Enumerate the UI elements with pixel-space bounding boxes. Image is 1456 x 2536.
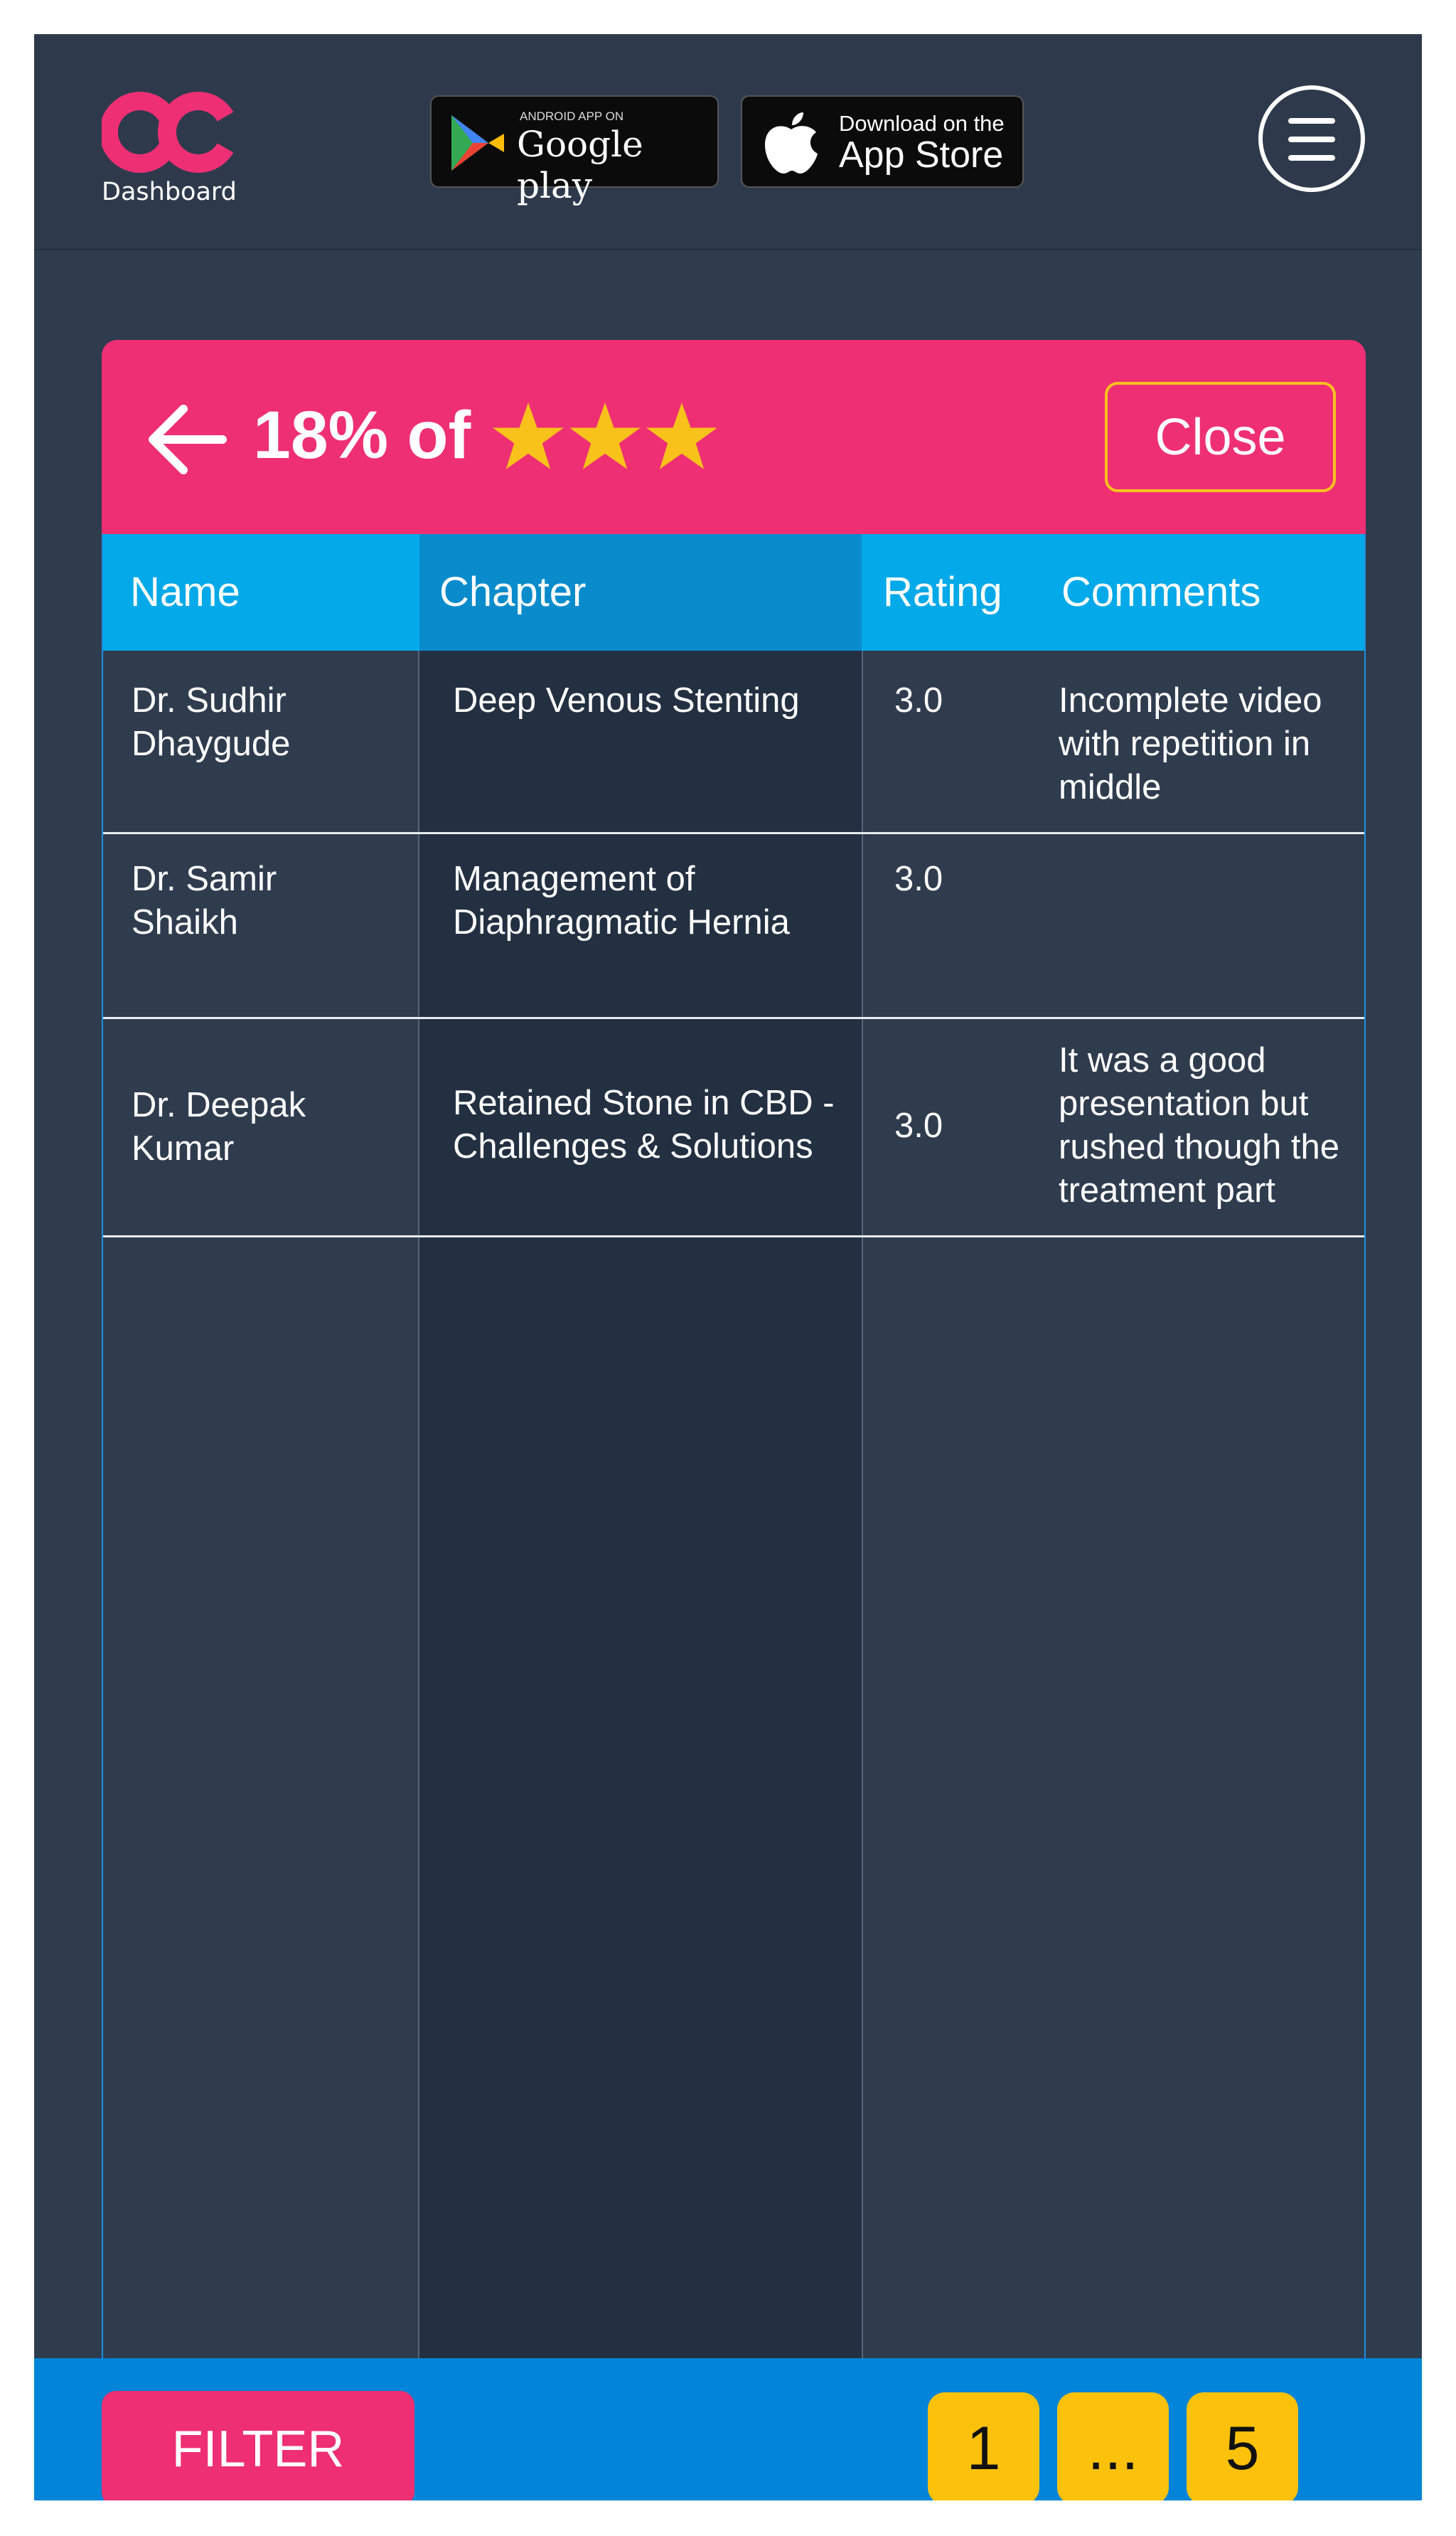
google-play-icon bbox=[447, 112, 508, 174]
cell-comments-line: It was a good bbox=[1059, 1041, 1266, 1080]
hamburger-icon-line bbox=[1288, 137, 1335, 142]
rating-stars bbox=[491, 400, 722, 477]
footer-bar bbox=[34, 2358, 1422, 2500]
back-arrow-icon[interactable] bbox=[144, 400, 230, 479]
page-button-5[interactable]: 5 bbox=[1187, 2392, 1298, 2500]
cell-chapter-line: Deep Venous Stenting bbox=[453, 681, 800, 720]
cell-chapter bbox=[453, 1082, 835, 1168]
star-icon bbox=[568, 400, 642, 474]
hamburger-icon-line bbox=[1288, 155, 1335, 161]
page-button-ellipsis[interactable]: ... bbox=[1057, 2392, 1169, 2500]
top-header bbox=[34, 34, 1422, 250]
table-row[interactable] bbox=[103, 834, 1364, 1019]
google-play-small-text: ANDROID APP ON bbox=[520, 110, 624, 123]
page-button-1[interactable]: 1 bbox=[928, 2392, 1039, 2500]
cell-chapter bbox=[453, 858, 790, 944]
modal-title: 18% of bbox=[253, 398, 471, 473]
table-row[interactable] bbox=[103, 651, 1364, 834]
app-screen bbox=[34, 34, 1422, 2500]
logo-label: Dashboard bbox=[102, 178, 237, 206]
cell-comments-line: presentation but bbox=[1059, 1085, 1309, 1123]
logo-mark-icon bbox=[102, 90, 237, 175]
cell-comments-line: Incomplete video bbox=[1059, 681, 1322, 720]
cell-name-line: Kumar bbox=[132, 1129, 235, 1168]
cell-comments-line: rushed though the bbox=[1059, 1128, 1340, 1166]
cell-name-line: Dr. Sudhir bbox=[132, 681, 287, 720]
cell-rating: 3.0 bbox=[894, 1107, 943, 1145]
cell-chapter-line: Retained Stone in CBD - bbox=[453, 1084, 835, 1122]
star-icon bbox=[491, 400, 565, 474]
column-header-name[interactable]: Name bbox=[130, 569, 240, 615]
cell-name-line: Dr. Samir bbox=[132, 860, 277, 898]
column-header-comments[interactable]: Comments bbox=[1061, 569, 1261, 615]
cell-name bbox=[132, 1084, 306, 1171]
cell-comments-line: middle bbox=[1059, 768, 1162, 806]
app-store-small-text: Download on the bbox=[839, 111, 1005, 136]
column-header-chapter[interactable]: Chapter bbox=[439, 569, 587, 615]
app-store-big-text: App Store bbox=[839, 134, 1004, 176]
modal-header bbox=[102, 340, 1366, 539]
filter-button[interactable]: FILTER bbox=[102, 2391, 414, 2500]
cell-chapter bbox=[453, 679, 800, 723]
cell-rating: 3.0 bbox=[894, 860, 943, 898]
cell-name bbox=[132, 858, 277, 944]
table-row[interactable] bbox=[103, 1019, 1364, 1237]
cell-chapter-line: Diaphragmatic Hernia bbox=[453, 903, 790, 942]
logo[interactable] bbox=[102, 90, 244, 175]
cell-comments bbox=[1059, 679, 1322, 809]
menu-button[interactable] bbox=[1258, 85, 1365, 192]
cell-comments bbox=[1059, 1039, 1339, 1213]
hamburger-icon bbox=[1288, 118, 1335, 124]
cell-name-line: Dr. Deepak bbox=[132, 1086, 306, 1124]
google-play-big-text: Google play bbox=[517, 124, 643, 206]
cell-chapter-line: Challenges & Solutions bbox=[453, 1127, 813, 1166]
cell-chapter-line: Management of bbox=[453, 860, 695, 898]
cell-name bbox=[132, 679, 290, 766]
google-play-badge[interactable] bbox=[430, 95, 719, 206]
cell-name-line: Dhaygude bbox=[132, 725, 291, 763]
table-header bbox=[103, 534, 1364, 651]
cell-comments-line: with repetition in bbox=[1059, 725, 1311, 763]
ratings-table bbox=[102, 534, 1366, 2358]
apple-icon bbox=[759, 108, 823, 176]
close-button[interactable]: Close bbox=[1105, 382, 1336, 492]
cell-comments-line: treatment part bbox=[1059, 1171, 1276, 1210]
app-store-badge[interactable] bbox=[741, 95, 1024, 188]
column-header-rating[interactable]: Rating bbox=[883, 569, 1002, 615]
cell-name-line: Shaikh bbox=[132, 903, 238, 942]
star-icon bbox=[645, 400, 719, 474]
cell-rating: 3.0 bbox=[894, 681, 943, 720]
